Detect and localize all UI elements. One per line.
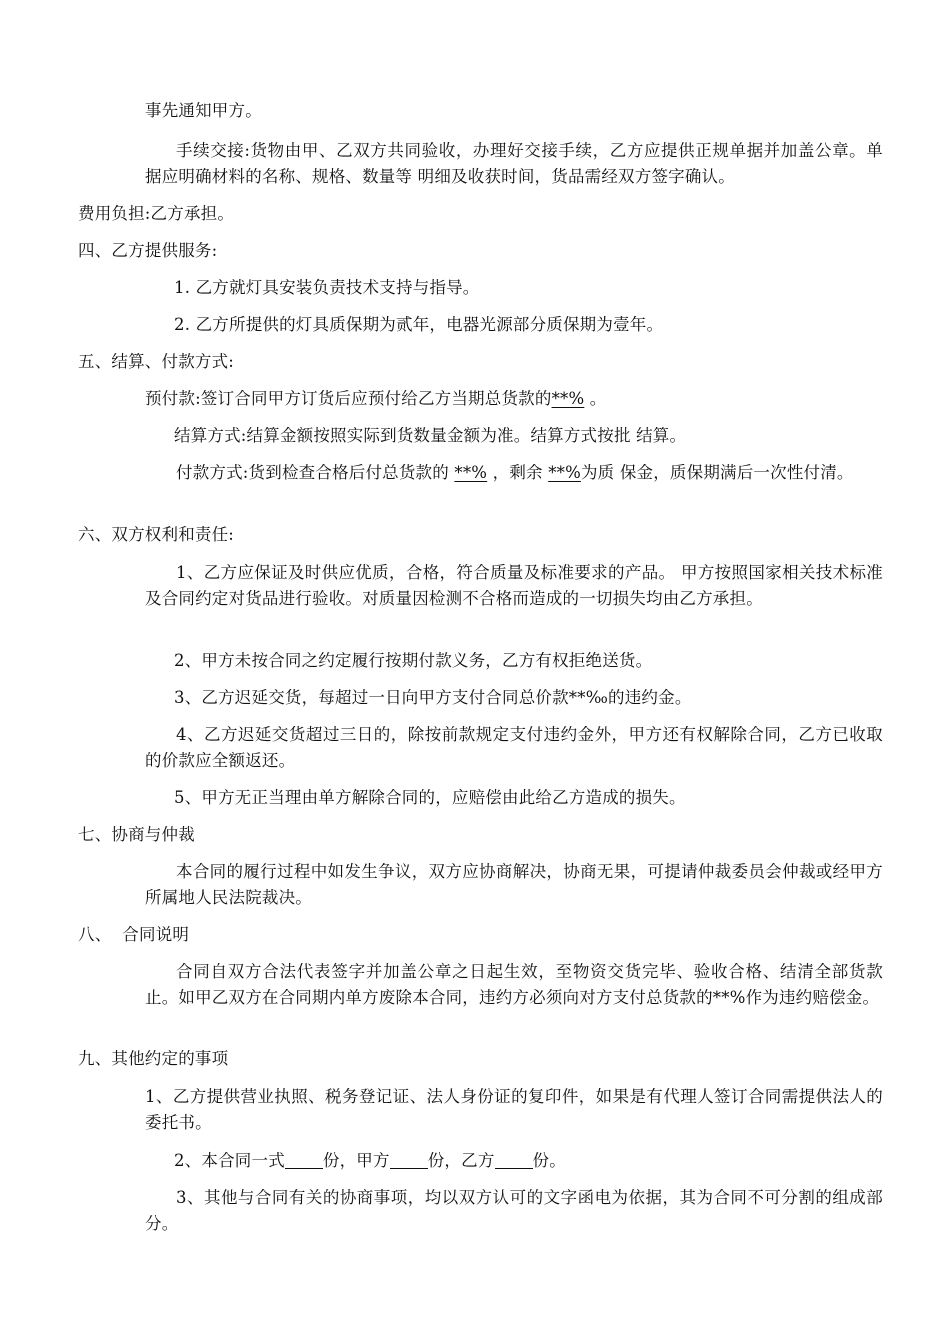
contract-description-clause: 合同自双方合法代表签字并加盖公章之日起生效，至物资交货完毕、验收合格、结清全部货款止。如甲乙双方在合同期内单方废除本合同，违约方必须向对方支付总货款的**%作为违约赔偿金。	[145, 962, 883, 1007]
copies-party-a-text: 份，甲方	[322, 1151, 390, 1170]
copies-end: 份。	[532, 1151, 566, 1170]
responsibility-item-4: 4、乙方迟延交货超过三日的，除按前款规定支付违约金外，甲方还有权解除合同，乙方已收取的价款应全额返还。	[145, 725, 883, 770]
copies-text: 2、本合同一式	[174, 1151, 285, 1170]
section-heading-8: 八、 合同说明	[78, 925, 190, 944]
copies-party-b-text: 份，乙方	[427, 1151, 495, 1170]
section-heading-4: 四、乙方提供服务:	[78, 241, 218, 260]
copies-total-blank	[285, 1150, 323, 1169]
prepayment-text: 预付款:签订合同甲方订货后应预付给乙方当期总货款的	[145, 389, 552, 408]
responsibility-item-5: 5、甲方无正当理由单方解除合同的，应赔偿由此给乙方造成的损失。	[174, 788, 686, 807]
payment-clause	[145, 460, 883, 486]
service-item-1: 1. 乙方就灯具安装负责技术支持与指导。	[174, 278, 480, 297]
responsibility-item-3: 3、乙方迟延交货，每超过一日向甲方支付合同总价款**‰的违约金。	[174, 688, 692, 707]
text-line: 事先通知甲方。	[145, 101, 262, 120]
section-heading-9: 九、其他约定的事项	[78, 1049, 229, 1068]
section-heading-5: 五、结算、付款方式:	[78, 352, 235, 371]
responsibility-item-1: 1、乙方应保证及时供应优质，合格，符合质量及标准要求的产品。 甲方按照国家相关技术标准及合同约定对货品进行验收。对质量因检测不合格而造成的一切损失均由乙方承担。	[145, 563, 883, 608]
payment-percent: **%	[454, 463, 488, 482]
payment-end: 为质 保金，质保期满后一次性付清。	[580, 463, 854, 482]
cost-clause: 费用负担:乙方承担。	[78, 204, 235, 223]
other-item-3: 3、其他与合同有关的协商事项，均以双方认可的文字函电为依据，其为合同不可分割的组成部分。	[145, 1188, 883, 1233]
copies-party-b-blank	[495, 1150, 533, 1169]
payment-remain: ，剩余	[487, 463, 549, 482]
other-item-2	[174, 1148, 566, 1174]
payment-text: 付款方式:货到检查合格后付总货款的	[176, 463, 455, 482]
prepayment-percent: **%	[551, 389, 585, 408]
copies-party-a-blank	[390, 1150, 428, 1169]
handover-clause: 手续交接:货物由甲、乙双方共同验收，办理好交接手续，乙方应提供正规单据并加盖公章。单据应明确材料的名称、规格、数量等 明细及收获时间，货品需经双方签字确认。	[145, 141, 883, 186]
prepayment-end: 。	[584, 389, 607, 408]
arbitration-clause: 本合同的履行过程中如发生争议，双方应协商解决，协商无果，可提请仲裁委员会仲裁或经甲方所属地人民法院裁决。	[145, 862, 883, 907]
section-heading-7: 七、协商与仲裁	[78, 825, 195, 844]
responsibility-item-2: 2、甲方未按合同之约定履行按期付款义务，乙方有权拒绝送货。	[174, 651, 653, 670]
retention-percent: **%	[548, 463, 581, 482]
other-item-1: 1、乙方提供营业执照、税务登记证、法人身份证的复印件，如果是有代理人签订合同需提供法人的委托书。	[145, 1087, 883, 1132]
section-heading-6: 六、双方权利和责任:	[78, 525, 235, 544]
service-item-2: 2. 乙方所提供的灯具质保期为贰年，电器光源部分质保期为壹年。	[174, 315, 664, 334]
prepayment-clause	[145, 386, 607, 412]
settlement-clause: 结算方式:结算金额按照实际到货数量金额为准。结算方式按批 结算。	[174, 426, 687, 445]
